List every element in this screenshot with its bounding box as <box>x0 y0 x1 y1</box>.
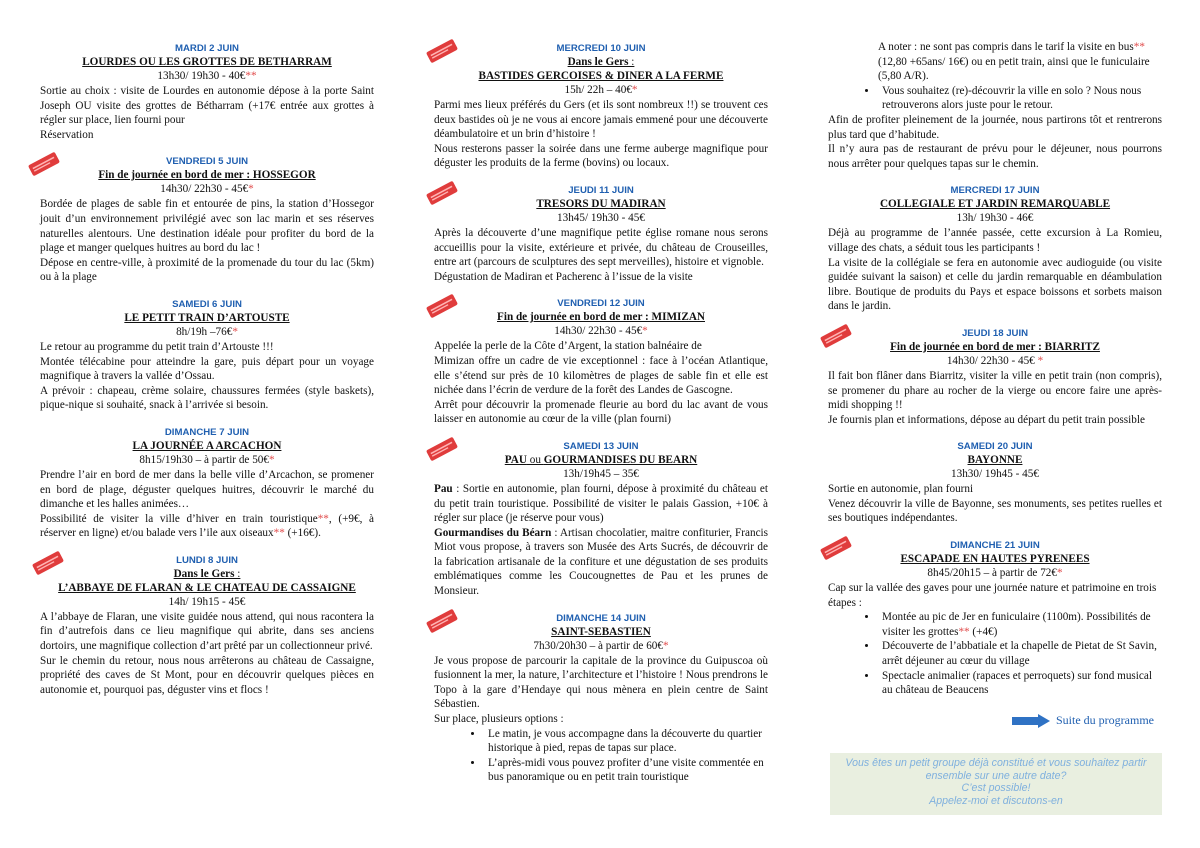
event-time: 13h30/ 19h45 - 45€ <box>951 468 1039 481</box>
event-time: 14h/ 19h15 - 45€ <box>168 595 246 608</box>
event-time: 14h30/ 22h30 - 45€ * <box>946 354 1044 367</box>
event-date: MERCREDI 10 JUIN <box>556 43 646 54</box>
event-date: MARDI 2 JUIN <box>175 43 239 54</box>
event-title: TRESORS DU MADIRAN <box>536 197 666 210</box>
event-time: 14h30/ 22h30 - 45€* <box>160 183 254 196</box>
event-title: BAYONNE <box>967 454 1023 467</box>
list-item: • L’après-midi vous pouvez profiter d’une visite commentée en bus panoramique ou en petit train touristique <box>484 756 768 785</box>
event-text: Réservation <box>40 128 94 141</box>
event-title: BASTIDES GERCOISES & DINER A LA FERME <box>478 70 724 82</box>
column-1 <box>40 38 374 710</box>
contact-line: C’est possible! <box>961 782 1031 794</box>
contact-line: ensemble sur une autre date? <box>925 769 1067 782</box>
options-list <box>434 727 768 785</box>
event-bayonne <box>828 440 1162 526</box>
event-romieu <box>828 184 1162 314</box>
event-bastides <box>434 42 768 171</box>
event-text: Afin de profiter pleinement de la journée, nous partirons tôt et rentrerons plus tard que d’habitude. <box>828 113 1162 141</box>
event-time: 7h30/20h30 – à partir de 60€* <box>533 639 669 652</box>
event-text: Bordée de plages de sable fin et entourée de pins, la station d’Hossegor jouit d’un environnement privilégié avec son lac marin et ses réserves naturelles alentours. Une destination idéale pour profiter du bord de la plage et manger quelques huitres au bord du lac ! <box>40 198 374 255</box>
new-stamp-icon <box>424 436 460 462</box>
event-title: LA JOURNÉE A ARCACHON <box>132 439 282 452</box>
contact-box <box>830 753 1162 815</box>
event-time: 15h/ 22h – 40€* <box>564 84 638 96</box>
list-item: A noter : ne sont pas compris dans le tarif la visite en bus** (12,80 +65ans/ 16€) ou en petit train, ainsi que le funiculaire (5,80 A/R). <box>878 41 1150 83</box>
new-stamp-icon <box>424 293 460 319</box>
new-stamp-icon <box>30 550 66 576</box>
event-text: Il n’y aura pas de restaurant de prévu pour le déjeuner, nous pourrons nous arrêter pour quelques tapas sur le chemin. <box>828 143 1162 170</box>
event-biarritz <box>828 327 1162 427</box>
event-title: LE PETIT TRAIN D’ARTOUSTE <box>124 311 290 324</box>
event-hautes-pyrenees <box>828 539 1162 698</box>
event-text: Il fait bon flâner dans Biarritz, visiter la ville en petit train (non compris), se promener du phare au rocher de la vierge ou encore faire une après-midi shopping !! <box>828 369 1162 412</box>
event-text: Sortie en autonomie, plan fourni <box>828 483 974 496</box>
arrow-right-icon <box>1012 714 1050 728</box>
list-item: • Le matin, je vous accompagne dans la découverte du quartier historique à pied, repas de tapas sur place. <box>484 727 768 756</box>
event-text: Je vous propose de parcourir la capitale de la province du Guipuscoa où fusionnent la mer, la nature, l’architecture et l’histoire ! Nous prendrons le Topo à la gare d’Hendaye qui nous mènera en plein centre de Saint Sébastien. <box>434 654 768 711</box>
event-lourdes <box>40 42 374 142</box>
event-text: Appelée la perle de la Côte d’Argent, la station balnéaire de <box>434 340 702 353</box>
event-date: SAMEDI 6 JUIN <box>172 298 242 310</box>
event-text: Déjà au programme de l’année passée, cette excursion à La Romieu, village des chats, a séduit tous les participants ! <box>828 227 1162 254</box>
event-text: A l’abbaye de Flaran, une visite guidée nous attend, qui nous racontera la fin d’autrefois dans ce lieu magnifique qui abrite, dans ses anciens dortoirs, une magnifique collection d’art prêté par un collectionneur privé. <box>40 610 374 653</box>
event-text: Le retour au programme du petit train d’Artouste !!! <box>40 340 274 353</box>
event-title: Fin de journée en bord de mer : HOSSEGOR <box>98 169 316 182</box>
notes-list <box>828 40 1162 84</box>
event-title: Dans le Gers : <box>173 567 241 580</box>
event-text: Montée télécabine pour atteindre la gare, puis départ pour un voyage magnifique à travers la vallée d’Ossau. <box>40 355 374 383</box>
event-text: Venez découvrir la ville de Bayonne, ses monuments, ses petites ruelles et ses boutiques indépendantes. <box>828 497 1162 525</box>
event-date: VENDREDI 5 JUIN <box>165 156 249 168</box>
next-page-label: Suite du programme <box>1056 713 1154 727</box>
new-stamp-icon <box>424 180 460 206</box>
event-text: Sur place, plusieurs options : <box>434 713 564 726</box>
event-saint-sebastien <box>434 612 768 785</box>
contact-line: Appelez-moi et discutons-en <box>929 794 1063 807</box>
event-text: Possibilité de visiter la ville d’hiver en train touristique**, (+9€, à réserver en ligne) et/ou balade vers l’ile aux oiseaux** (+16€). <box>40 512 374 540</box>
event-time: 13h30/ 19h30 - 40€** <box>157 70 257 82</box>
list-item: • Spectacle animalier (rapaces et perroquets) sur fond musical au château de Beaucens <box>878 669 1162 698</box>
event-time: 8h45/20h15 – à partir de 72€* <box>927 567 1063 580</box>
event-time: 13h/ 19h30 - 46€ <box>956 212 1034 225</box>
event-text: Nous resterons passer la soirée dans une ferme auberge magnifique pour déguster les produits de la ferme (bovins) ou locaux. <box>434 142 768 170</box>
list-item: • Montée au pic de Jer en funiculaire (1100m). Possibilités de visiter les grottes** (+4€) <box>878 610 1162 639</box>
event-text: Parmi mes lieux préférés du Gers (et ils sont nombreux !!) se trouvent ces deux bastides où je ne vous ai encore jamais emmené pour une découverte déambulatoire et un brin d’histoire ! <box>434 99 768 141</box>
new-stamp-icon <box>818 323 854 349</box>
event-flaran <box>40 554 374 698</box>
event-text: La visite de la collégiale se fera en autonomie avec audioguide (ou visite guidée suivant la saison) et celle du jardin remarquable en déambulation libre. Boutique de produits du Pays et espace boissons et sorbets maison dans le jardin. <box>828 256 1162 313</box>
event-mimizan <box>434 297 768 427</box>
list-item: • Découverte de l’abbatiale et la chapelle de Pietat de St Savin, arrêt déjeuner au cœur du village <box>878 639 1162 668</box>
event-title: COLLEGIALE ET JARDIN REMARQUABLE <box>879 198 1111 211</box>
steps-list <box>828 610 1162 698</box>
event-time: 14h30/ 22h30 - 45€* <box>554 325 648 338</box>
event-text: Sur le chemin du retour, nous nous arrêterons au château de Cassaigne, propriété des caves de St Mont, pour en découvrir quelques pièces en autonomie et, pourquoi pas, déguster vins et flocs ! <box>40 654 374 696</box>
event-title: SAINT-SEBASTIEN <box>551 625 651 638</box>
event-arcachon <box>40 426 374 541</box>
event-title: ESCAPADE EN HAUTES PYRENEES <box>900 553 1090 566</box>
event-title: Fin de journée en bord de mer : BIARRITZ <box>890 340 1100 353</box>
event-text: Pau : Sortie en autonomie, plan fourni, dépose à proximité du château et du petit train touristique. Possibilité de visiter le palais Gassion, +10€ à régler sur place (je réserve pour vous) <box>434 482 768 525</box>
event-time: 8h15/19h30 – à partir de 50€* <box>139 453 275 466</box>
event-text: Dégustation de Madiran et Pacherenc à l’issue de la visite <box>434 270 693 283</box>
event-date: DIMANCHE 21 JUIN <box>950 540 1040 552</box>
event-text: Je fournis plan et informations, dépose au départ du petit train possible <box>828 413 1145 426</box>
next-page-link[interactable] <box>1012 713 1154 728</box>
list-item: • Vous souhaitez (re)-découvrir la ville en solo ? Nous nous retrouverons alors juste pour le retour. <box>878 84 1162 113</box>
event-date: SAMEDI 13 JUIN <box>563 440 639 452</box>
event-madiran <box>434 184 768 284</box>
event-title: Dans le Gers : <box>567 56 635 68</box>
event-title: Fin de journée en bord de mer : MIMIZAN <box>497 311 705 324</box>
event-date: VENDREDI 12 JUIN <box>557 298 645 310</box>
event-date: DIMANCHE 14 JUIN <box>556 612 646 624</box>
event-date: SAMEDI 20 JUIN <box>957 441 1033 453</box>
saint-sebastien-continued <box>828 40 1162 171</box>
event-text: Mimizan offre un cadre de vie exceptionnel : face à l’océan Atlantique, elle s’étend sur près de 10 kilomètres de plages de sable fin et elle est nichée dans l’écrin de verdure de la forêt des Landes de Gascogne. <box>434 354 768 397</box>
event-text: A prévoir : chapeau, crème solaire, chaussures fermées (style baskets), pique-nique si souhaité, snack à l’arrivée si besoin. <box>40 384 374 412</box>
event-date: JEUDI 11 JUIN <box>568 184 634 196</box>
column-2 <box>434 38 768 798</box>
contact-line: Vous êtes un petit groupe déjà constitué et vous souhaitez partir <box>845 757 1147 769</box>
new-stamp-icon <box>424 38 460 64</box>
event-time: 13h45/ 19h30 - 45€ <box>557 211 645 224</box>
event-title: LOURDES OU LES GROTTES DE BETHARRAM <box>82 56 332 68</box>
event-date: LUNDI 8 JUIN <box>176 554 238 566</box>
event-text: Prendre l’air en bord de mer dans la belle ville d’Arcachon, se promener en bord de plage, déguster quelques huitres, découvrir le marché du dimanche et les halles animées… <box>40 468 374 511</box>
event-time: 13h/19h45 – 35€ <box>563 467 639 480</box>
notes-list <box>828 84 1162 113</box>
new-stamp-icon <box>818 535 854 561</box>
event-text: Sortie au choix : visite de Lourdes en autonomie dépose à la porte Saint Joseph OU visite des grottes de Bétharram (+17€ entrée aux grottes à régler sur place, lien fourni pour <box>40 85 374 127</box>
event-date: JEUDI 18 JUIN <box>961 327 1029 339</box>
new-stamp-icon <box>424 608 460 634</box>
event-date: MERCREDI 17 JUIN <box>950 185 1040 197</box>
event-text: Après la découverte d’une magnifique petite église romane nous serons accueillis pour la visite, extérieure et privée, du château de Crouseilles, entre art (parcours de sculptures des sept merveilles), histoire et vignoble. <box>434 226 768 269</box>
event-title: L’ABBAYE DE FLARAN & LE CHATEAU DE CASSAIGNE <box>58 581 356 594</box>
event-time: 8h/19h –76€* <box>176 325 238 338</box>
event-title: PAU ou GOURMANDISES DU BEARN <box>504 453 698 466</box>
event-pau <box>434 440 768 599</box>
event-text: Cap sur la vallée des gaves pour une journée nature et patrimoine en trois étapes : <box>828 582 1157 609</box>
event-text: Gourmandises du Béarn : Artisan chocolatier, maitre confiturier, Francis Miot vous propose, à travers son Musée des Arts Sucrés, de découvrir de la fabrication artisanale de la confiture et une dégustation de ses produits emblématiques comme les Coucougnettes de Pau et les prunes de Monsieur. <box>434 526 768 598</box>
event-hossegor <box>40 155 374 285</box>
event-text: Dépose en centre-ville, à proximité de la promenade du tour du lac (5km) ou à la plage <box>40 256 374 284</box>
column-3 <box>828 38 1162 711</box>
event-text: Arrêt pour découvrir la promenade fleurie au bord du lac avant de vous laisser en autonomie au cœur de la ville (plan fourni) <box>434 398 768 426</box>
new-stamp-icon <box>26 151 62 177</box>
event-date: DIMANCHE 7 JUIN <box>164 426 250 438</box>
event-artouste <box>40 298 374 413</box>
